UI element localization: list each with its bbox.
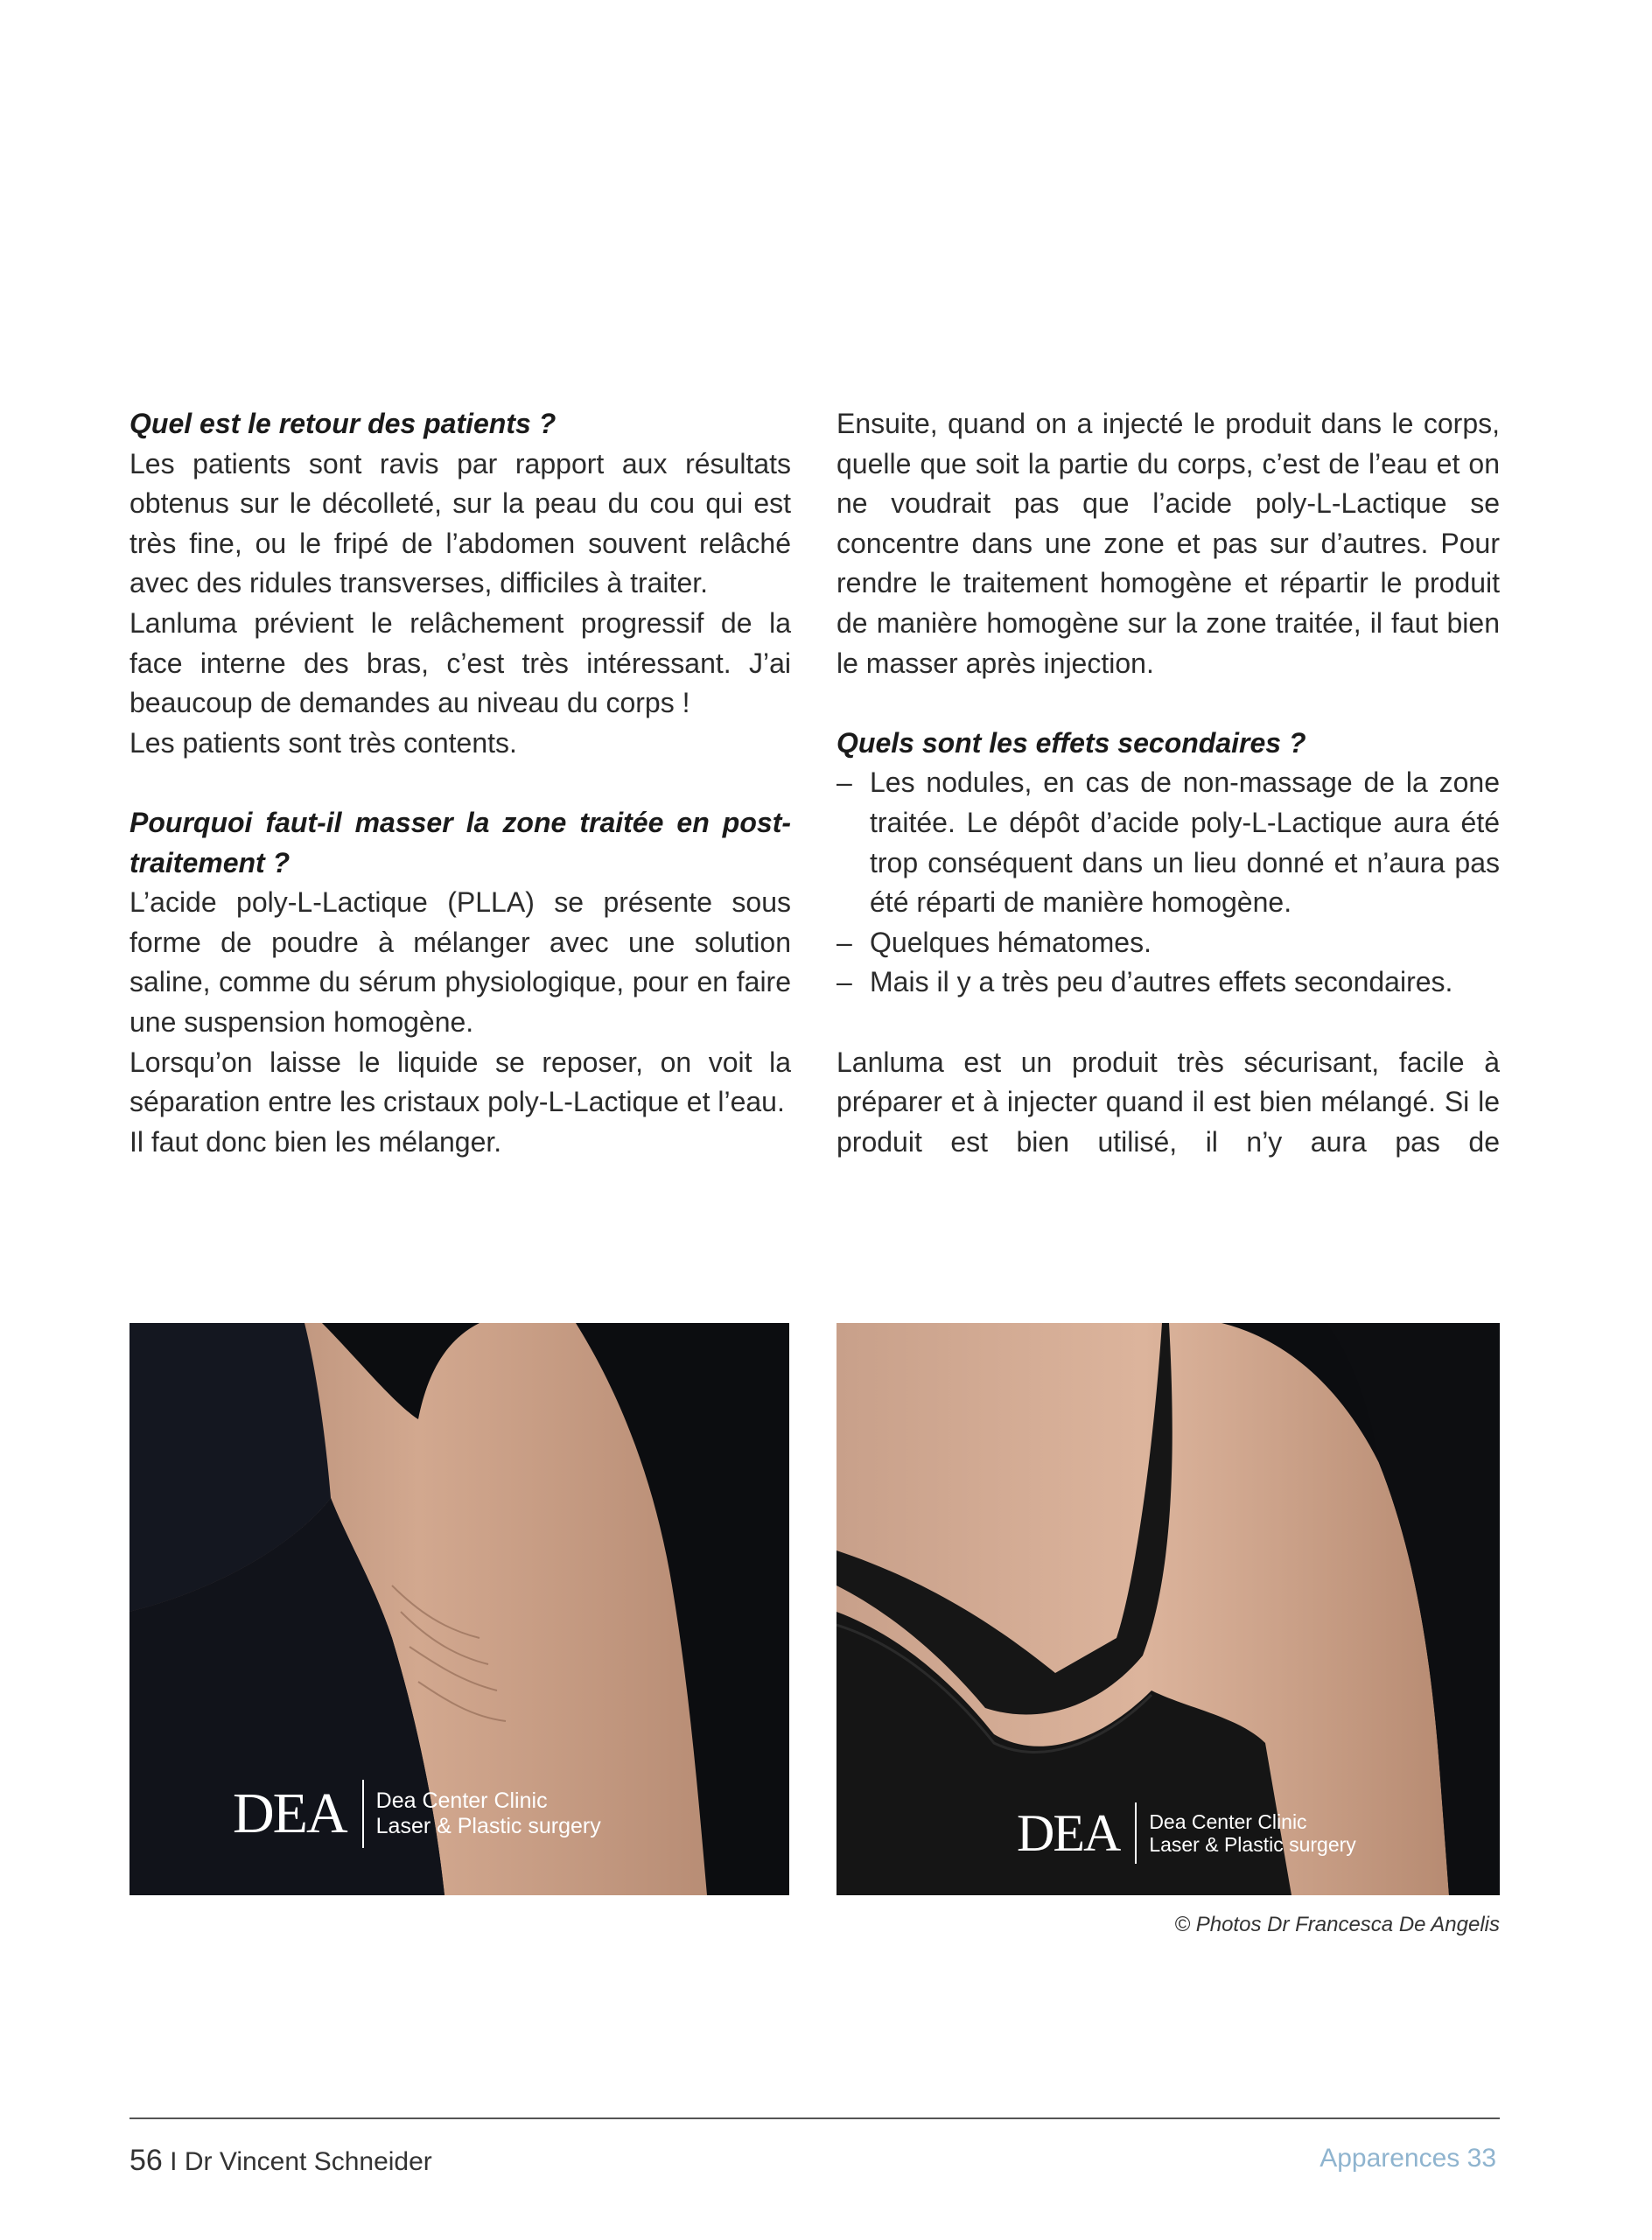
- paragraph: Lanluma est un produit très sécurisant, facile à préparer et à injecter quand il est bien mélangé. Si le produit est bien utilisé, il n’y aura pas de: [836, 1046, 1500, 1158]
- logo-divider: [1135, 1802, 1137, 1864]
- question-patient-feedback: Quel est le retour des patients ?: [130, 408, 556, 439]
- question-side-effects: Quels sont les effets secondaires ?: [836, 726, 1306, 759]
- paragraph: Lorsqu’on laisse le liquide se reposer, on voit la séparation entre les cristaux poly-L-Lactique et l’eau.: [130, 1046, 791, 1118]
- photo-credit: © Photos Dr Francesca De Angelis: [1174, 1913, 1500, 1936]
- clinic-logo: [1017, 1802, 1356, 1864]
- logo-text: [1149, 1810, 1355, 1856]
- paragraph: Les patients sont ravis par rapport aux résultats obtenus sur le décolleté, sur la peau du cou qui est très fine, ou le fripé de l’abdomen souvent relâché avec des ridules transverses, difficiles à traiter.: [130, 447, 791, 599]
- list-item: – Les nodules, en cas de non-massage de la zone traitée. Le dépôt d’acide poly-L-Lactique aura été trop conséquent dans un lieu donné et n’aura pas été réparti de manière homogène.: [836, 763, 1500, 922]
- page-number: 56: [130, 2144, 163, 2177]
- footer-page-info: [130, 2144, 432, 2178]
- dea-logo-mark: DEA: [233, 1782, 346, 1845]
- paragraph: Les patients sont très contents.: [130, 726, 517, 759]
- logo-text: [376, 1788, 601, 1839]
- logo-line-1: Dea Center Clinic: [1149, 1810, 1307, 1833]
- left-text-column: [130, 404, 791, 1162]
- logo-line-2: Laser & Plastic surgery: [375, 1814, 601, 1838]
- logo-line-1: Dea Center Clinic: [375, 1788, 548, 1813]
- paragraph: Ensuite, quand on a injecté le produit dans le corps, quelle que soit la partie du corps, c’est de l’eau et on ne voudrait pas que l’acide poly-L-Lactique se concentre dans une zone et pas sur d’autres. Pour rendre le traitement homogène et répartir le produit de manière homogène sur la zone traitée, il faut bien le masser après injection.: [836, 408, 1500, 679]
- before-photo: [130, 1323, 789, 1895]
- logo-divider: [362, 1780, 364, 1848]
- paragraph: Il faut donc bien les mélanger.: [130, 1125, 502, 1158]
- footer-separator: I: [170, 2147, 178, 2176]
- logo-line-2: Laser & Plastic surgery: [1149, 1833, 1356, 1856]
- dea-logo-mark: DEA: [1017, 1804, 1120, 1862]
- after-photo: [836, 1323, 1500, 1895]
- paragraph: Lanluma prévient le relâchement progressif de la face interne des bras, c’est très intéressant. J’ai beaucoup de demandes au niveau du corps !: [130, 606, 791, 719]
- right-text-column: [836, 404, 1500, 1162]
- publication-name: Apparences 33: [1320, 2144, 1496, 2173]
- question-massage: Pourquoi faut-il masser la zone traitée en post-traitement ?: [130, 806, 791, 878]
- side-effects-list: [836, 763, 1500, 1003]
- clinic-logo: [233, 1780, 601, 1848]
- footer-divider: [130, 2118, 1500, 2119]
- list-item: – Quelques hématomes.: [836, 923, 1500, 963]
- list-item: – Mais il y a très peu d’autres effets secondaires.: [836, 962, 1500, 1003]
- paragraph: L’acide poly-L-Lactique (PLLA) se présente sous forme de poudre à mélanger avec une solution saline, comme du sérum physiologique, pour en faire une suspension homogène.: [130, 886, 791, 1038]
- footer-author: Dr Vincent Schneider: [184, 2147, 432, 2176]
